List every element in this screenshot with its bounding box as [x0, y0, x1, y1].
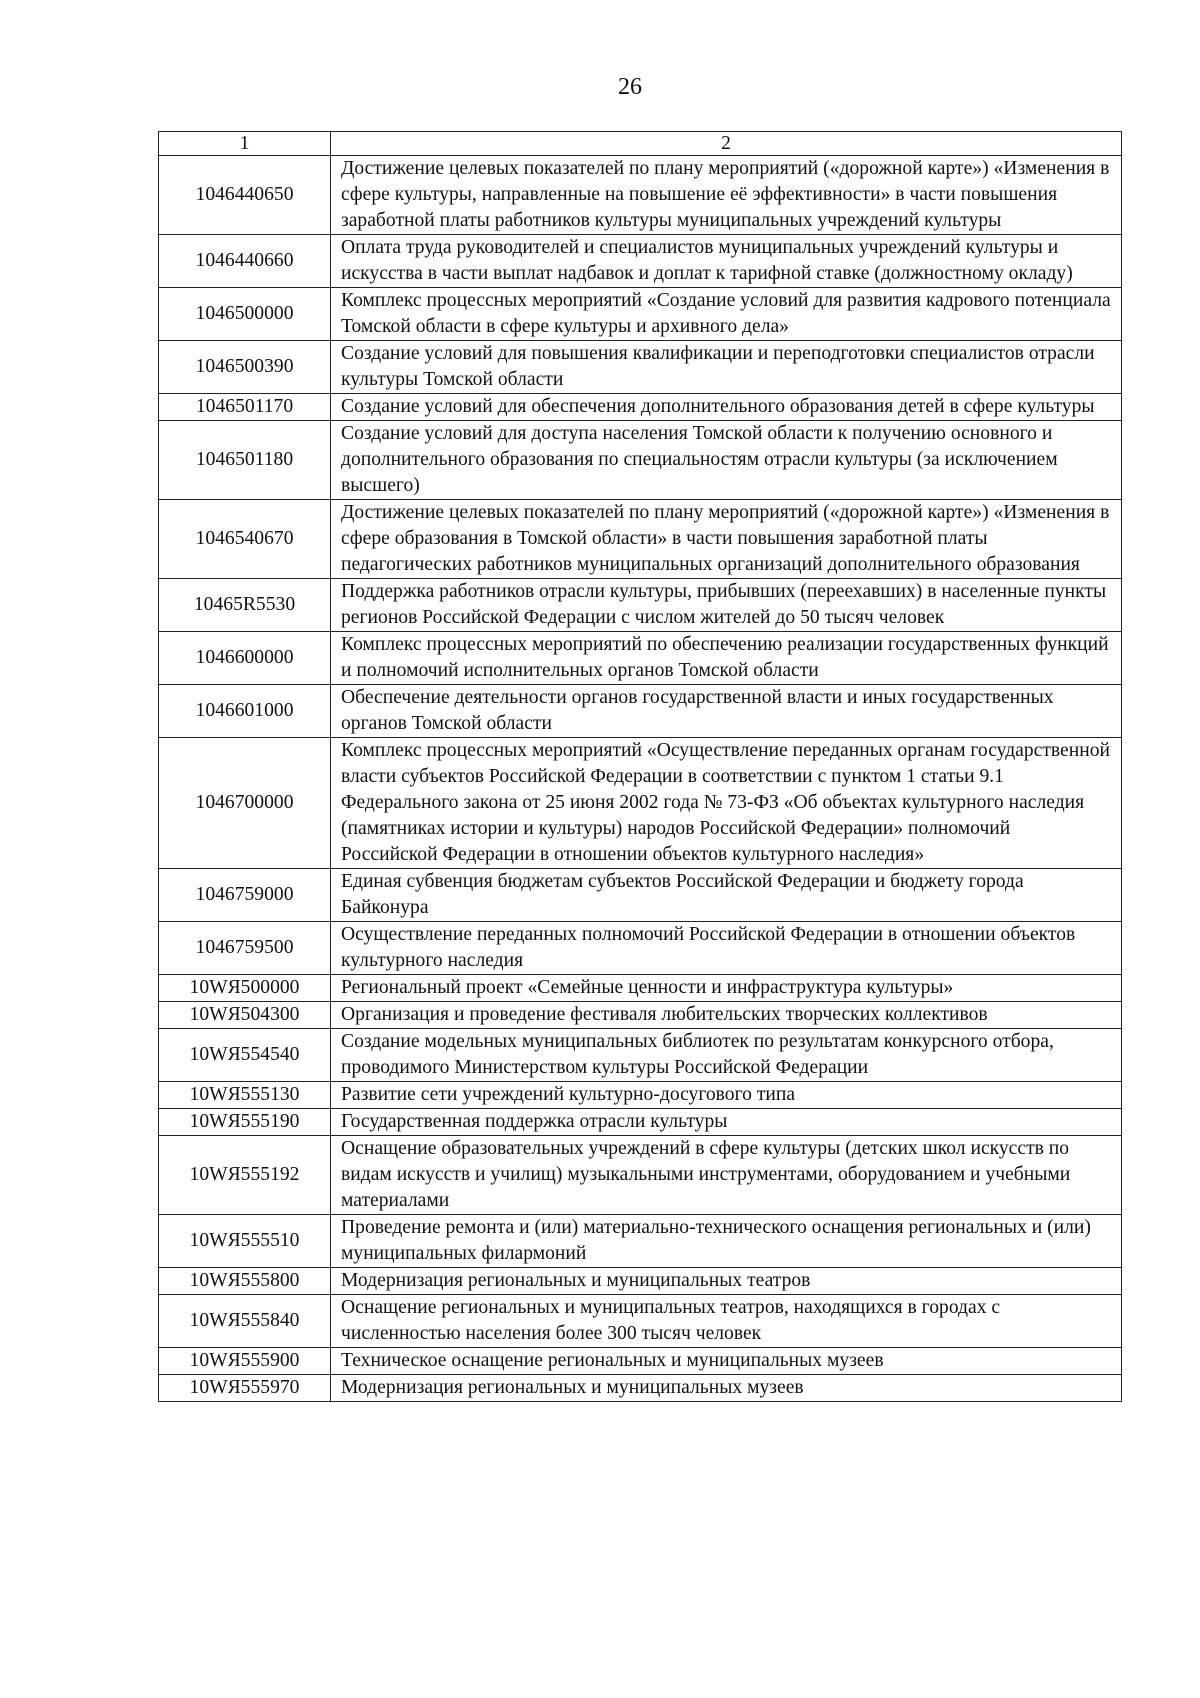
row-code-cell: 10WЯ555840 [159, 1295, 331, 1348]
table-row [159, 1375, 1122, 1402]
row-code-cell: 1046601000 [159, 685, 331, 738]
row-description-cell: Государственная поддержка отрасли культуры [331, 1109, 1122, 1136]
row-description-cell: Проведение ремонта и (или) материально-технического оснащения региональных и (или) муниципальных филармоний [331, 1215, 1122, 1268]
row-description-cell: Создание условий для обеспечения дополнительного образования детей в сфере культуры [331, 394, 1122, 421]
table-row [159, 341, 1122, 394]
row-code-cell: 10WЯ555510 [159, 1215, 331, 1268]
table-row [159, 394, 1122, 421]
row-code-cell: 10465R5530 [159, 579, 331, 632]
row-code-cell: 1046759000 [159, 869, 331, 922]
row-description-cell: Модернизация региональных и муниципальных музеев [331, 1375, 1122, 1402]
table-header-row [159, 132, 1122, 156]
row-description-cell: Модернизация региональных и муниципальных театров [331, 1268, 1122, 1295]
row-description-cell: Достижение целевых показателей по плану мероприятий («дорожной карте») «Изменения в сфере культуры, направленные на повышение её эффективности» в части повышения заработной платы работников культуры муниципальных учреждений культуры [331, 156, 1122, 235]
column-header-description: 2 [331, 132, 1122, 156]
row-description-cell: Развитие сети учреждений культурно-досугового типа [331, 1082, 1122, 1109]
row-description-cell: Обеспечение деятельности органов государственной власти и иных государственных органов Томской области [331, 685, 1122, 738]
row-description-cell: Создание условий для доступа населения Томской области к получению основного и дополнительного образования по специальностям отрасли культуры (за исключением высшего) [331, 421, 1122, 500]
row-code-cell: 1046501180 [159, 421, 331, 500]
table-row [159, 1215, 1122, 1268]
row-code-cell: 1046500000 [159, 288, 331, 341]
row-description-cell: Поддержка работников отрасли культуры, прибывших (переехавших) в населенные пункты регионов Российской Федерации с числом жителей до 50 тысяч человек [331, 579, 1122, 632]
row-code-cell: 1046759500 [159, 922, 331, 975]
row-code-cell: 10WЯ555190 [159, 1109, 331, 1136]
table-row [159, 1268, 1122, 1295]
table-row [159, 500, 1122, 579]
row-description-cell: Комплекс процессных мероприятий по обеспечению реализации государственных функций и полномочий исполнительных органов Томской области [331, 632, 1122, 685]
table-row [159, 685, 1122, 738]
row-code-cell: 10WЯ555130 [159, 1082, 331, 1109]
table-row [159, 288, 1122, 341]
row-description-cell: Создание модельных муниципальных библиотек по результатам конкурсного отбора, проводимого Министерством культуры Российской Федерации [331, 1029, 1122, 1082]
row-code-cell: 1046440660 [159, 235, 331, 288]
row-code-cell: 1046540670 [159, 500, 331, 579]
table-row [159, 1348, 1122, 1375]
row-description-cell: Организация и проведение фестиваля любительских творческих коллективов [331, 1002, 1122, 1029]
row-code-cell: 10WЯ555192 [159, 1136, 331, 1215]
row-code-cell: 1046500390 [159, 341, 331, 394]
table-row [159, 922, 1122, 975]
table-row [159, 1002, 1122, 1029]
row-description-cell: Оснащение образовательных учреждений в сфере культуры (детских школ искусств по видам искусств и училищ) музыкальными инструментами, оборудованием и учебными материалами [331, 1136, 1122, 1215]
row-code-cell: 10WЯ555800 [159, 1268, 331, 1295]
row-description-cell: Техническое оснащение региональных и муниципальных музеев [331, 1348, 1122, 1375]
row-code-cell: 10WЯ555900 [159, 1348, 331, 1375]
table-row [159, 632, 1122, 685]
table-row [159, 1082, 1122, 1109]
table-row [159, 738, 1122, 869]
row-description-cell: Оснащение региональных и муниципальных театров, находящихся в городах с численностью населения более 300 тысяч человек [331, 1295, 1122, 1348]
row-code-cell: 1046501170 [159, 394, 331, 421]
table-row [159, 1029, 1122, 1082]
row-code-cell: 10WЯ504300 [159, 1002, 331, 1029]
budget-code-table [158, 131, 1122, 1402]
page-number: 26 [618, 74, 642, 100]
row-code-cell: 1046600000 [159, 632, 331, 685]
table-row [159, 975, 1122, 1002]
row-code-cell: 1046700000 [159, 738, 331, 869]
table-row [159, 869, 1122, 922]
table-row [159, 235, 1122, 288]
table-row [159, 1109, 1122, 1136]
table-row [159, 1295, 1122, 1348]
table-body [159, 156, 1122, 1402]
table-row [159, 156, 1122, 235]
column-header-code: 1 [159, 132, 331, 156]
row-description-cell: Региональный проект «Семейные ценности и инфраструктура культуры» [331, 975, 1122, 1002]
table-row [159, 1136, 1122, 1215]
row-code-cell: 1046440650 [159, 156, 331, 235]
row-description-cell: Осуществление переданных полномочий Российской Федерации в отношении объектов культурного наследия [331, 922, 1122, 975]
row-description-cell: Комплекс процессных мероприятий «Создание условий для развития кадрового потенциала Томской области в сфере культуры и архивного дела» [331, 288, 1122, 341]
row-description-cell: Создание условий для повышения квалификации и переподготовки специалистов отрасли культуры Томской области [331, 341, 1122, 394]
table-row [159, 579, 1122, 632]
row-code-cell: 10WЯ554540 [159, 1029, 331, 1082]
row-code-cell: 10WЯ555970 [159, 1375, 331, 1402]
row-description-cell: Достижение целевых показателей по плану мероприятий («дорожной карте») «Изменения в сфере образования в Томской области» в части повышения заработной платы педагогических работников муниципальных организаций дополнительного образования [331, 500, 1122, 579]
row-code-cell: 10WЯ500000 [159, 975, 331, 1002]
row-description-cell: Единая субвенция бюджетам субъектов Российской Федерации и бюджету города Байконура [331, 869, 1122, 922]
table-row [159, 421, 1122, 500]
row-description-cell: Комплекс процессных мероприятий «Осуществление переданных органам государственной власти субъектов Российской Федерации в соответствии с пунктом 1 статьи 9.1 Федерального закона от 25 июня 2002 года № 73-ФЗ «Об объектах культурного наследия (памятниках истории и культуры) народов Российской Федерации» полномочий Российской Федерации в отношении объектов культурного наследия» [331, 738, 1122, 869]
row-description-cell: Оплата труда руководителей и специалистов муниципальных учреждений культуры и искусства в части выплат надбавок и доплат к тарифной ставке (должностному окладу) [331, 235, 1122, 288]
